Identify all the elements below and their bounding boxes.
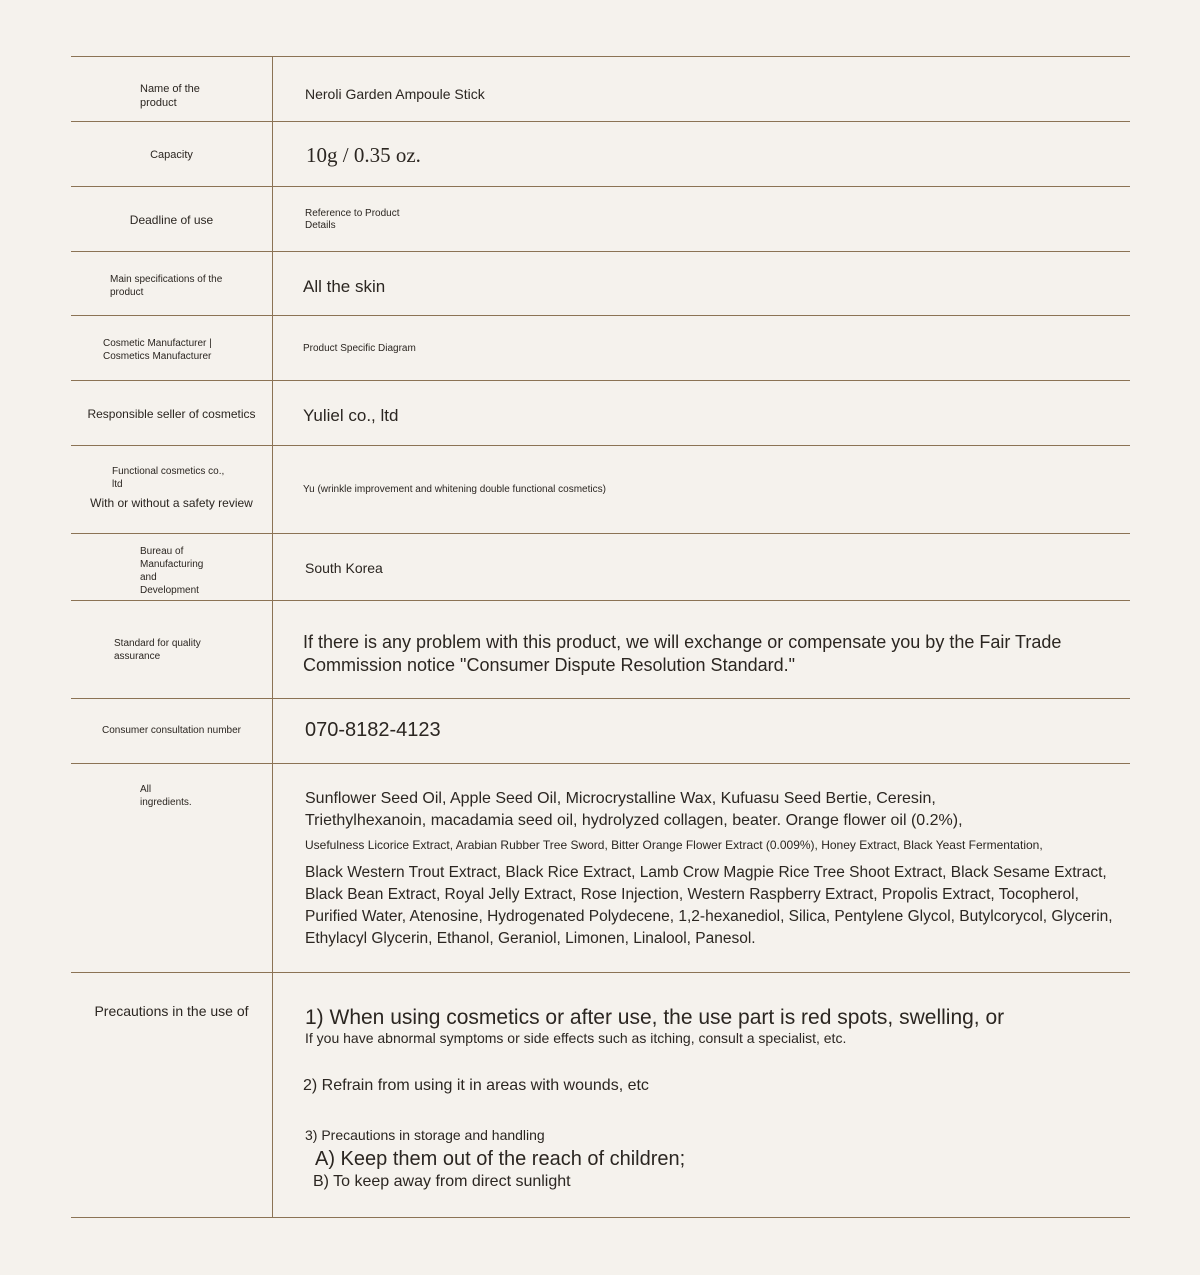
value-text: 10g / 0.35 oz. [306,143,421,167]
label-cell [71,699,273,763]
label-text: Bureau of Manufacturing and Development [140,546,204,596]
label-cell [71,534,273,600]
label-text: Deadline of use [129,213,214,227]
ingredients-line: Usefulness Licorice Extract, Arabian Rubber Tree Sword, Bitter Orange Flower Extract (0.009%), Honey Extract, Black Yeast Fermentation, [305,838,1043,852]
value-text: Product Specific Diagram [303,343,416,354]
value-text: South Korea [305,560,383,576]
ingredients-line: Sunflower Seed Oil, Apple Seed Oil, Microcrystalline Wax, Kufuasu Seed Bertie, Ceresin, [305,790,936,807]
value-text: Reference to Product Details [305,208,400,231]
value-text: All the skin [303,277,386,296]
value-text: If there is any problem with this product, we will exchange or compensate you by the Fair Trade Commission notice "Consumer Dispute Resolution Standard." [303,632,1062,675]
label-text: With or without a safety review [90,496,253,510]
label-text: Capacity [150,149,193,161]
row-manufacturer [71,315,1130,380]
label-text: Standard for quality assurance [114,638,201,662]
label-cell [71,122,273,186]
label-text: Name of the product [140,83,200,109]
label-cell [71,57,273,121]
precaution-item: 1) When using cosmetics or after use, the use part is red spots, swelling, or [305,1006,1005,1029]
label-cell [71,764,273,972]
row-ingredients [71,763,1130,972]
precaution-item: 3) Precautions in storage and handling [305,1127,545,1143]
value-text: Yu (wrinkle improvement and whitening double functional cosmetics) [303,484,606,495]
label-text: Cosmetic Manufacturer | Cosmetics Manufacturer [103,338,212,362]
value-text: Yuliel co., ltd [303,406,399,425]
label-text: Functional cosmetics co., ltd [112,466,225,490]
precaution-subitem: B) To keep away from direct sunlight [313,1173,571,1190]
value-cell [273,187,1130,251]
row-precautions [71,972,1130,1218]
ingredients-list [305,788,1120,950]
row-seller [71,380,1130,445]
ingredients-line: Triethylhexanoin, macadamia seed oil, hydrolyzed collagen, beater. Orange flower oil (0.2%), [305,812,963,829]
label-cell [71,446,273,533]
value-cell [273,381,1130,445]
row-origin [71,533,1130,600]
product-info-table [71,56,1130,1218]
label-text: Responsible seller of cosmetics [87,407,256,421]
row-capacity [71,121,1130,186]
label-text: Consumer consultation number [102,725,241,736]
value-cell [273,699,1130,763]
value-cell [273,534,1130,600]
value-cell [273,252,1130,315]
row-quality [71,600,1130,698]
precaution-item: 2) Refrain from using it in areas with wounds, etc [303,1077,649,1094]
precaution-item: If you have abnormal symptoms or side effects such as itching, consult a specialist, etc. [305,1030,847,1046]
row-functional [71,445,1130,533]
value-cell [273,973,1130,1217]
value-text: Neroli Garden Ampoule Stick [305,86,485,102]
value-cell [273,316,1130,380]
label-cell [71,601,273,698]
value-cell [273,764,1130,972]
label-cell [71,252,273,315]
row-deadline [71,186,1130,251]
label-text: Main specifications of the product [110,274,223,298]
value-cell [273,446,1130,533]
value-text: 070-8182-4123 [305,719,441,741]
label-text: Precautions in the use of [94,1003,249,1019]
label-cell [71,316,273,380]
row-product-name [71,56,1130,121]
value-cell [273,601,1130,698]
label-text: All ingredients. [140,784,192,808]
value-cell [273,57,1130,121]
label-cell [71,973,273,1217]
label-cell [71,187,273,251]
precaution-subitem: A) Keep them out of the reach of children; [315,1148,686,1170]
row-consultation [71,698,1130,763]
label-cell [71,381,273,445]
value-cell [273,122,1130,186]
row-main-spec [71,251,1130,315]
ingredients-line: Black Western Trout Extract, Black Rice Extract, Lamb Crow Magpie Rice Tree Shoot Extract, Black Sesame Extract, Black Bean Extract, Royal Jelly Extract, Rose Injection, Western Raspberry Extract, Propolis Extract, Tocopherol, Purified Water, Atenosine, Hydrogenated Polydecene, 1,2-hexanediol, Silica, Pentylene Glycol, Butylcorycol, Glycerin, Ethylacyl Glycerin, Ethanol, Geraniol, Limonen, Linalool, Panesol. [305,864,1113,947]
